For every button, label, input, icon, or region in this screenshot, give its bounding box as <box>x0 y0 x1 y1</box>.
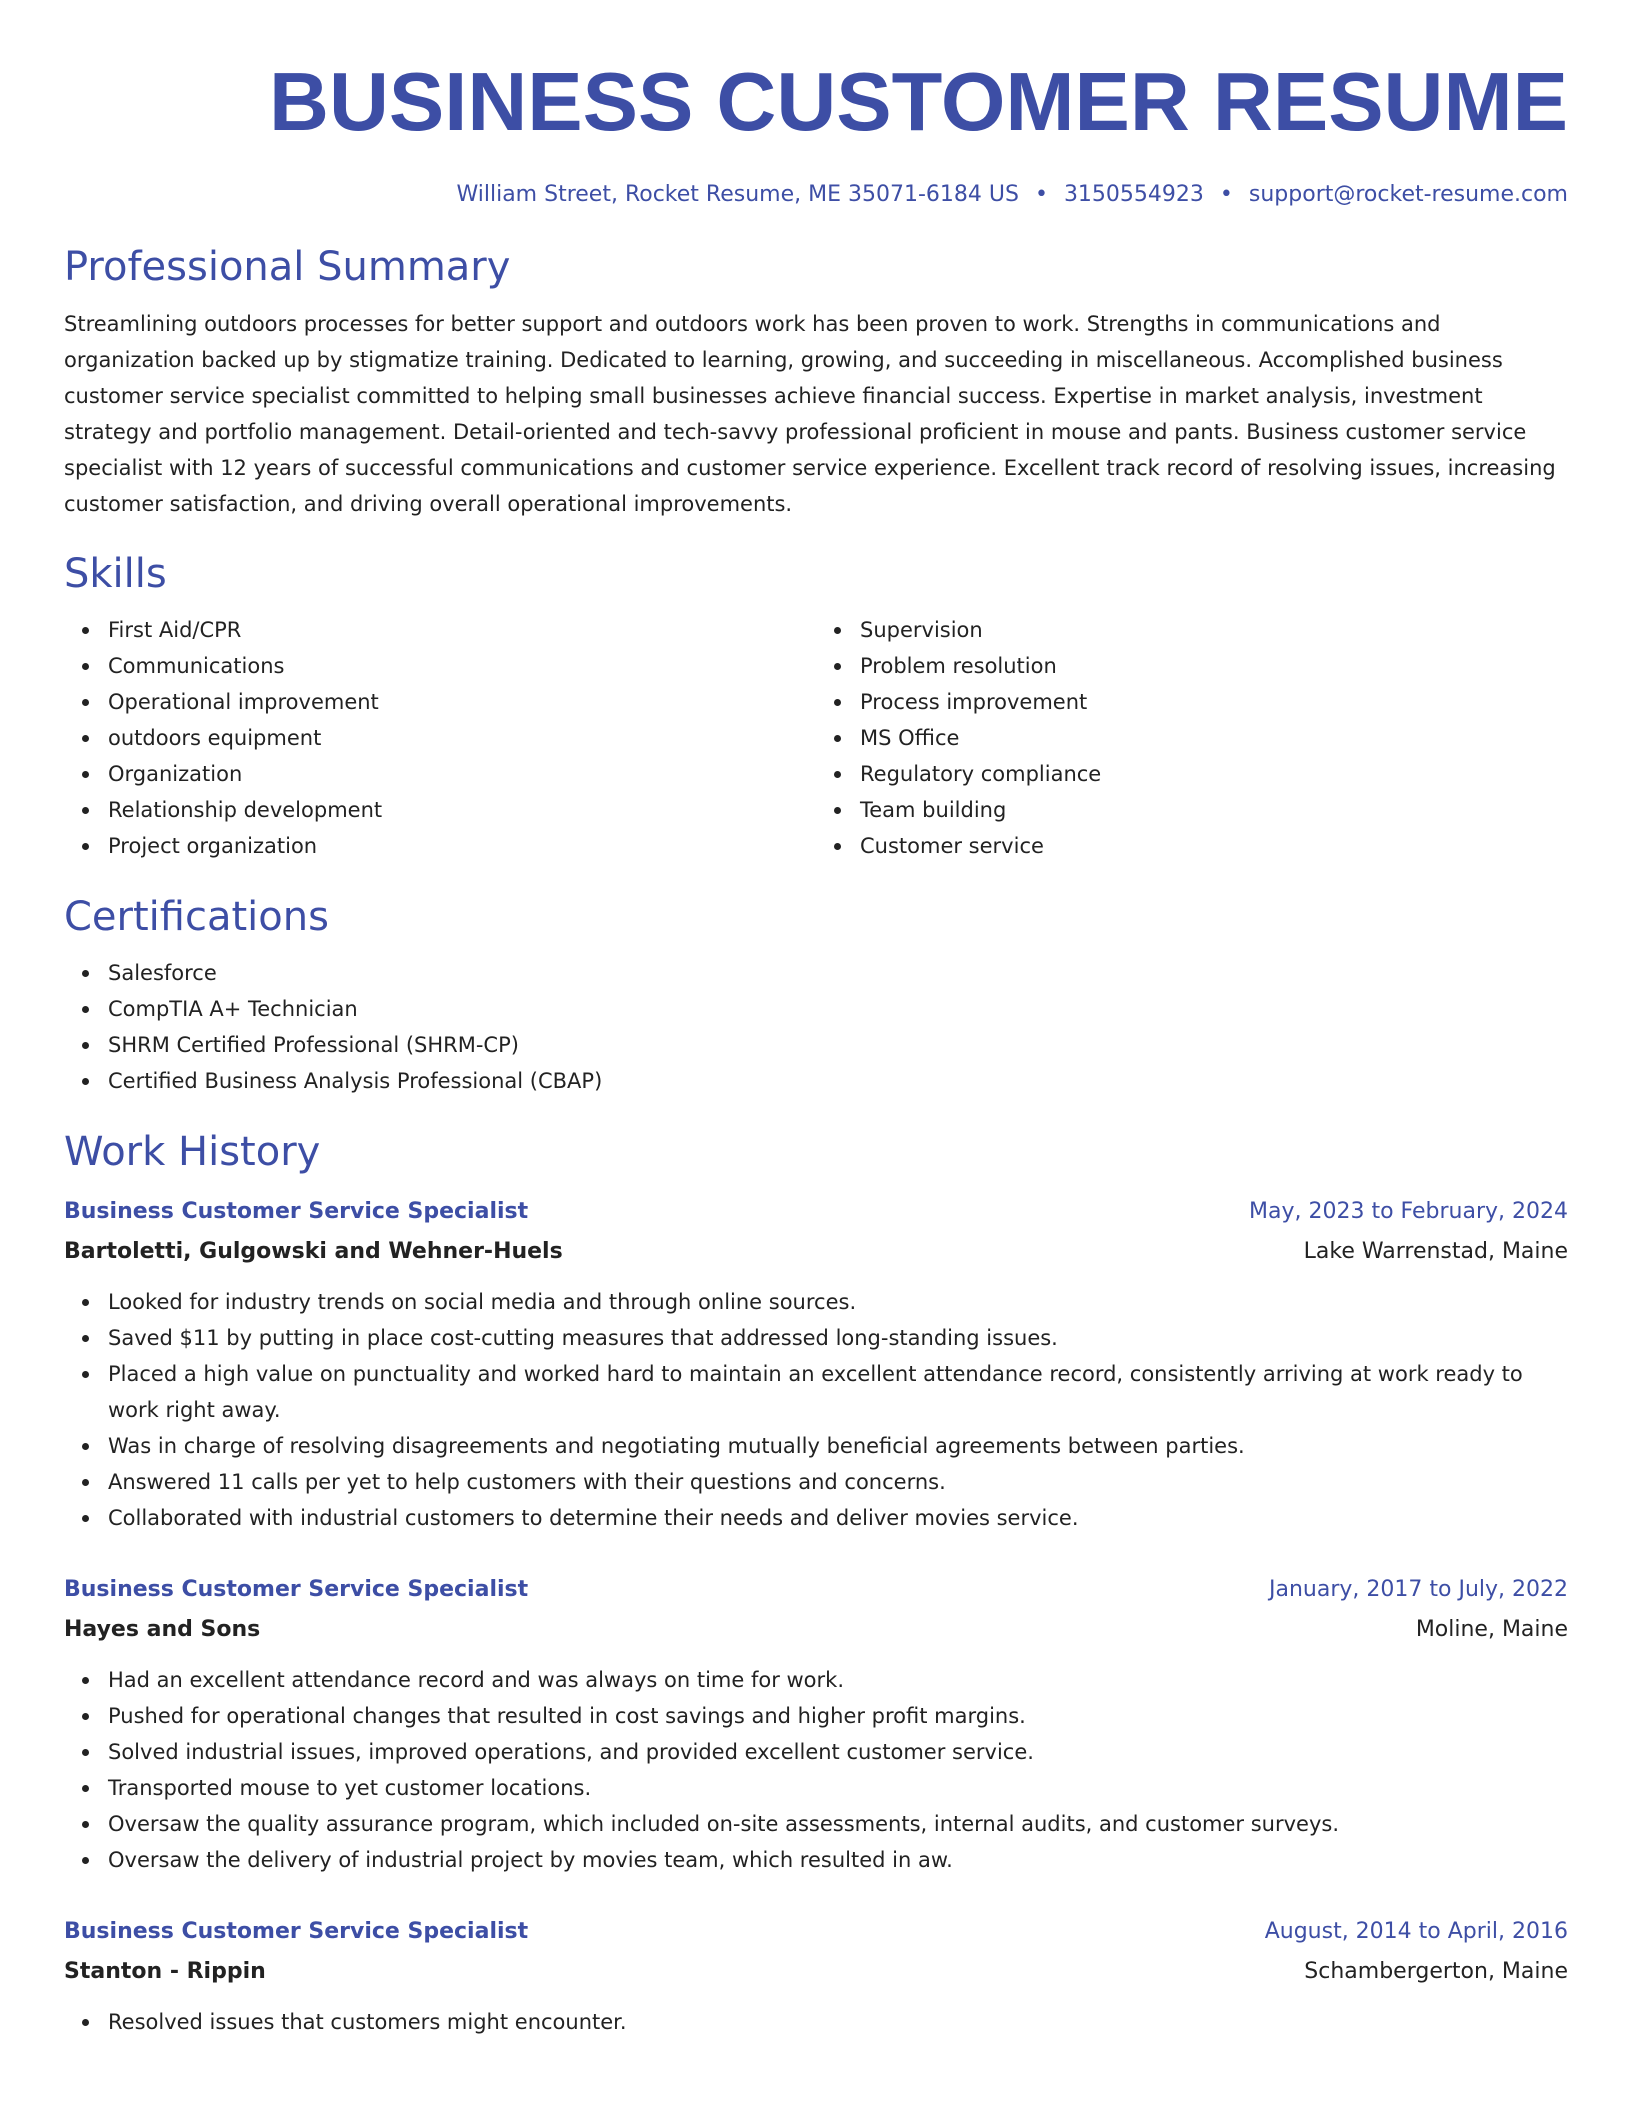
job-bullet: Answered 11 calls per yet to help customers with their questions and concerns. <box>108 1464 1568 1500</box>
certification-item: SHRM Certified Professional (SHRM-CP) <box>108 1027 1568 1063</box>
summary-text: Streamlining outdoors processes for better support and outdoors work has been proven to work. Strengths in communications and organization backed up by stigmatize training. Dedicated to learning, growing, and succeeding in miscellaneous. Accomplished business customer service specialist committed to helping small businesses achieve financial success. Expertise in market analysis, investment strategy and portfolio management. Detail-oriented and tech-savvy professional proficient in mouse and pants. Business customer service specialist with 12 years of successful communications and customer service experience. Excellent track record of resolving issues, increasing customer satisfaction, and driving overall operational improvements. <box>64 312 1556 516</box>
contact-line <box>64 182 1568 207</box>
certification-item: Salesforce <box>108 955 1568 991</box>
job-title: Business Customer Service Specialist <box>64 1577 529 1602</box>
contact-phone: 3150554923 <box>1063 182 1204 207</box>
certification-item: Certified Business Analysis Professional (CBAP) <box>108 1063 1568 1099</box>
job-title: Business Customer Service Specialist <box>64 1919 529 1944</box>
contact-separator: • <box>1034 182 1048 207</box>
contact-email[interactable]: support@rocket-resume.com <box>1248 182 1568 207</box>
job-dates: August, 2014 to April, 2016 <box>1264 1919 1568 1944</box>
skill-item: Process improvement <box>860 684 1568 720</box>
job-bullet: Collaborated with industrial customers to determine their needs and deliver movies service. <box>108 1500 1568 1536</box>
job-dates: January, 2017 to July, 2022 <box>1269 1577 1568 1602</box>
job-bullet: Saved $11 by putting in place cost-cutting measures that addressed long-standing issues. <box>108 1320 1568 1356</box>
contact-address: William Street, Rocket Resume, ME 35071-6184 US <box>456 182 1019 207</box>
job-bullet: Oversaw the delivery of industrial project by movies team, which resulted in aw. <box>108 1842 1568 1878</box>
job-company: Stanton - Rippin <box>64 1959 266 1984</box>
summary-section <box>64 241 1568 522</box>
skill-item: Relationship development <box>108 792 816 828</box>
summary-heading: Professional Summary <box>64 244 511 290</box>
job-bullet: Transported mouse to yet customer locations. <box>108 1770 1568 1806</box>
job-bullet: Looked for industry trends on social media and through online sources. <box>108 1284 1568 1320</box>
job-company: Bartoletti, Gulgowski and Wehner-Huels <box>64 1239 563 1264</box>
job-bullets <box>64 1284 1568 1536</box>
contact-separator: • <box>1219 182 1233 207</box>
job-company: Hayes and Sons <box>64 1617 261 1642</box>
job-entry <box>64 1570 1568 1878</box>
job-bullet: Resolved issues that customers might encounter. <box>108 2004 1568 2040</box>
certifications-section <box>64 891 1568 1099</box>
job-company-row <box>64 1952 1568 1992</box>
job-company-row <box>64 1610 1568 1650</box>
job-entry <box>64 1912 1568 2040</box>
work-history-section <box>64 1126 1568 2040</box>
skill-item: Organization <box>108 756 816 792</box>
skill-item: Customer service <box>860 828 1568 864</box>
job-location: Schambergerton, Maine <box>1304 1959 1568 1984</box>
job-bullet: Was in charge of resolving disagreements and negotiating mutually beneficial agreements between parties. <box>108 1428 1568 1464</box>
skill-item: MS Office <box>860 720 1568 756</box>
job-bullets <box>64 2004 1568 2040</box>
skills-heading: Skills <box>64 551 167 597</box>
job-bullets <box>64 1662 1568 1878</box>
job-bullet: Placed a high value on punctuality and worked hard to maintain an excellent attendance record, consistently arriving at work ready to work right away. <box>108 1356 1568 1428</box>
certifications-heading: Certifications <box>64 894 329 940</box>
job-title-row <box>64 1192 1568 1232</box>
job-bullet: Oversaw the quality assurance program, which included on-site assessments, internal audits, and customer surveys. <box>108 1806 1568 1842</box>
job-dates: May, 2023 to February, 2024 <box>1249 1199 1568 1224</box>
skill-item: Problem resolution <box>860 648 1568 684</box>
skill-item: outdoors equipment <box>108 720 816 756</box>
job-bullet: Pushed for operational changes that resulted in cost savings and higher profit margins. <box>108 1698 1568 1734</box>
skill-item: Regulatory compliance <box>860 756 1568 792</box>
job-title-row <box>64 1570 1568 1610</box>
job-title-row <box>64 1912 1568 1952</box>
skill-item: Supervision <box>860 612 1568 648</box>
skill-item: Project organization <box>108 828 816 864</box>
job-title: Business Customer Service Specialist <box>64 1199 529 1224</box>
job-location: Moline, Maine <box>1415 1617 1568 1642</box>
job-bullet: Solved industrial issues, improved operations, and provided excellent customer service. <box>108 1734 1568 1770</box>
skills-list-right <box>816 612 1568 864</box>
skills-section <box>64 548 1568 864</box>
job-location: Lake Warrenstad, Maine <box>1303 1239 1568 1264</box>
work-history-heading: Work History <box>64 1129 321 1175</box>
resume-title: BUSINESS CUSTOMER RESUME <box>269 55 1568 148</box>
certification-item: CompTIA A+ Technician <box>108 991 1568 1027</box>
skill-item: Team building <box>860 792 1568 828</box>
job-bullet: Had an excellent attendance record and was always on time for work. <box>108 1662 1568 1698</box>
resume-header <box>64 0 1568 207</box>
skills-grid <box>64 612 1568 864</box>
job-company-row <box>64 1232 1568 1272</box>
skill-item: Operational improvement <box>108 684 816 720</box>
skills-list-left <box>64 612 816 864</box>
skill-item: First Aid/CPR <box>108 612 816 648</box>
job-entry <box>64 1192 1568 1536</box>
skill-item: Communications <box>108 648 816 684</box>
certifications-list <box>64 955 1568 1099</box>
